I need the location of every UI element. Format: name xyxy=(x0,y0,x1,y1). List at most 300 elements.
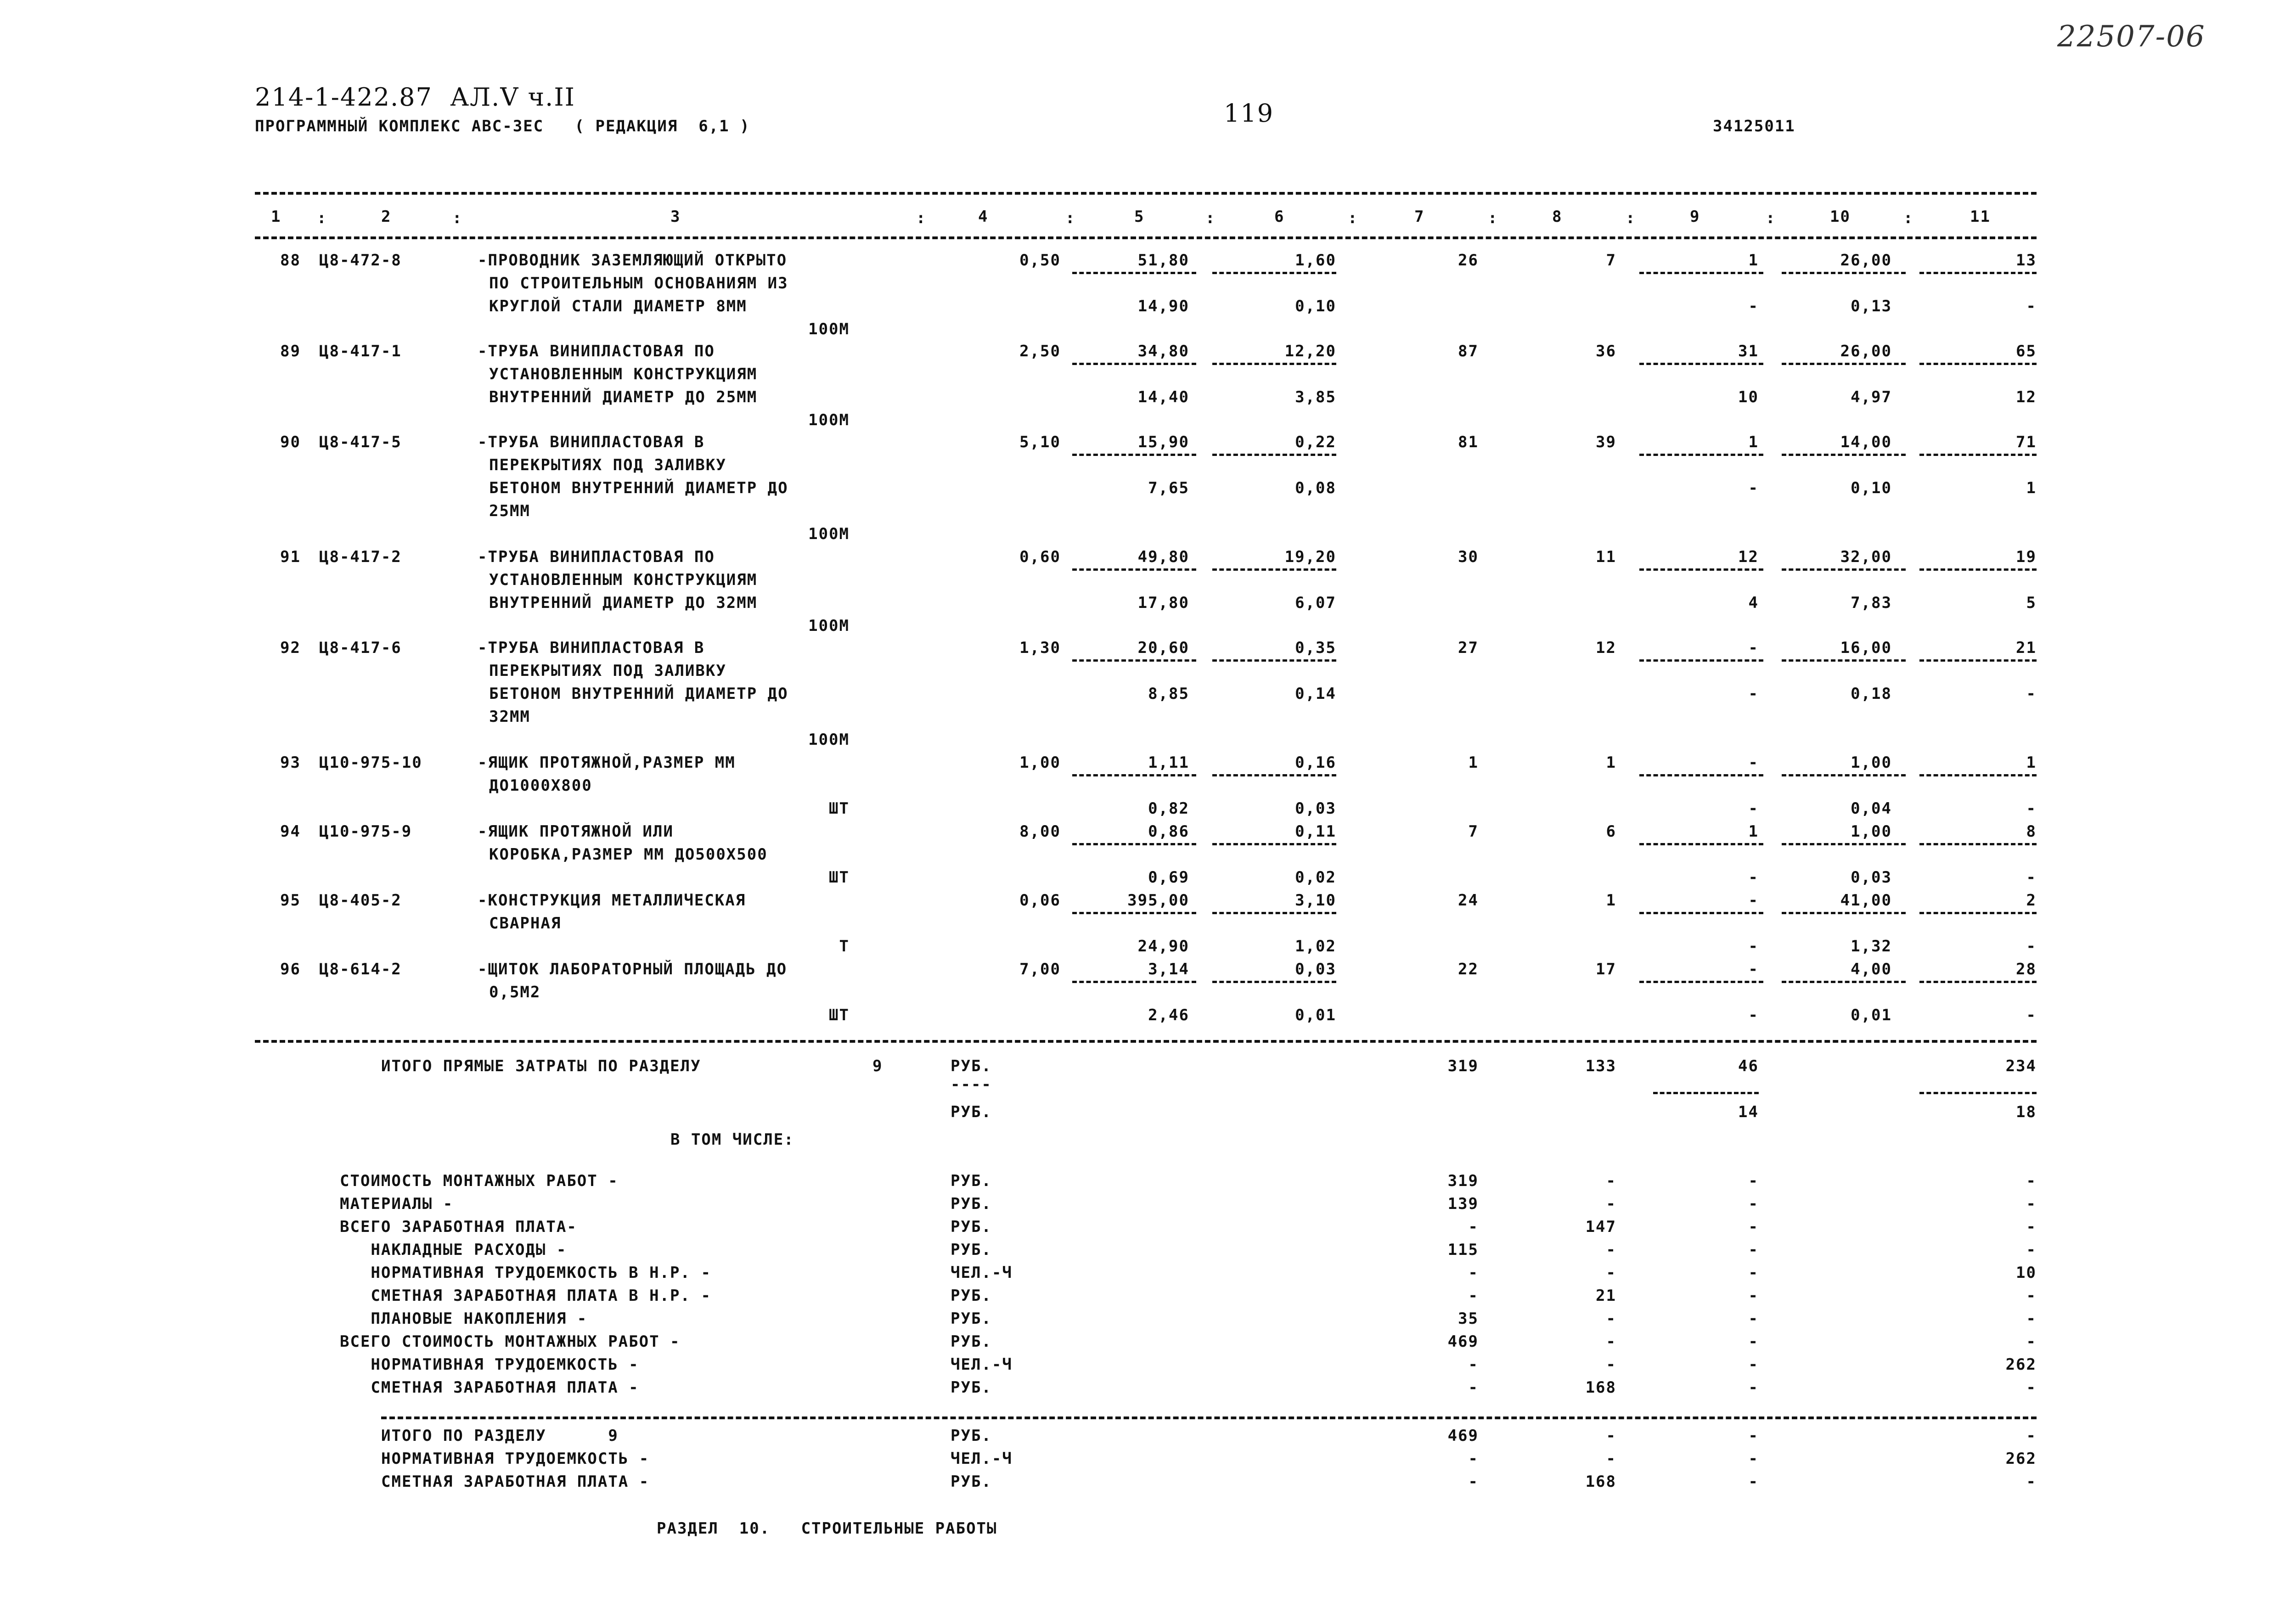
row-description-line: ВНУТРЕННИЙ ДИАМЕТР ДО 25ММ xyxy=(489,388,758,406)
row-c6-sub: 6,07 xyxy=(1295,594,1336,612)
summary-c11: - xyxy=(2026,1287,2037,1305)
row-c10-value: 16,00 xyxy=(1840,639,1892,657)
summary-c7: 469 xyxy=(1447,1332,1479,1351)
summary-c7: 319 xyxy=(1447,1172,1479,1190)
summary-c11: - xyxy=(2026,1332,2037,1351)
row-c11-sub: - xyxy=(2026,685,2037,703)
section-total-label: СМЕТНАЯ ЗАРАБОТНАЯ ПЛАТА - xyxy=(381,1473,650,1491)
section-total-c9: - xyxy=(1748,1450,1759,1468)
row-c5-sub: 0,82 xyxy=(1148,799,1189,818)
row-c10-sub: 4,97 xyxy=(1851,388,1892,406)
row-c9-value: 12 xyxy=(1738,548,1759,566)
row-c8: 17 xyxy=(1596,960,1616,978)
page-number: 119 xyxy=(1224,99,1274,128)
totals-section: 9 xyxy=(872,1057,883,1075)
totals-unit-2: РУБ. xyxy=(951,1103,992,1121)
row-description-line: -ТРУБА ВИНИПЛАСТОВАЯ В xyxy=(478,433,705,451)
totals-c11b: 18 xyxy=(2016,1103,2037,1121)
row-c9-value: 31 xyxy=(1738,342,1759,360)
row-c11-value: 8 xyxy=(2026,822,2037,841)
column-separator: : xyxy=(1488,209,1498,227)
row-unit: ШТ xyxy=(829,799,850,818)
row-c6-sub: 0,03 xyxy=(1295,799,1336,818)
row-c4: 0,06 xyxy=(1019,891,1061,910)
summary-c7: - xyxy=(1468,1378,1479,1397)
row-c10-sub: 1,32 xyxy=(1851,937,1892,956)
table-header-rule xyxy=(255,236,2037,239)
row-c9-sub: - xyxy=(1748,479,1759,497)
column-separator: : xyxy=(1903,209,1914,227)
summary-unit: РУБ. xyxy=(951,1195,992,1213)
row-c5-rule xyxy=(1072,659,1196,662)
row-c9-sub: 10 xyxy=(1738,388,1759,406)
row-c5-value: 3,14 xyxy=(1148,960,1189,978)
row-c5-sub: 8,85 xyxy=(1148,685,1189,703)
section-total-label: ИТОГО ПО РАЗДЕЛУ 9 xyxy=(381,1427,619,1445)
row-description-line: ПЕРЕКРЫТИЯХ ПОД ЗАЛИВКУ xyxy=(489,456,726,474)
row-c6-rule xyxy=(1212,568,1336,571)
summary-c9: - xyxy=(1748,1241,1759,1259)
row-c5-value: 49,80 xyxy=(1137,548,1189,566)
column-separator: : xyxy=(452,209,463,227)
row-c4: 0,60 xyxy=(1019,548,1061,566)
row-description-line: 32ММ xyxy=(489,708,530,726)
row-c5-rule xyxy=(1072,568,1196,571)
row-c9-rule xyxy=(1639,568,1763,571)
row-c5-rule xyxy=(1072,981,1196,983)
row-unit: Т xyxy=(839,937,850,956)
row-c5-rule xyxy=(1072,363,1196,365)
row-c6-value: 19,20 xyxy=(1284,548,1336,566)
row-c11-value: 28 xyxy=(2016,960,2037,978)
row-c4: 1,00 xyxy=(1019,753,1061,772)
row-c7: 27 xyxy=(1458,639,1479,657)
row-c9-value: 1 xyxy=(1748,822,1759,841)
summary-unit: РУБ. xyxy=(951,1332,992,1351)
column-separator: : xyxy=(1205,209,1216,227)
summary-c8: - xyxy=(1606,1310,1616,1328)
summary-c8: - xyxy=(1606,1241,1616,1259)
section-total-rule xyxy=(381,1417,2037,1419)
row-code: Ц8-417-6 xyxy=(319,639,402,657)
row-c7: 87 xyxy=(1458,342,1479,360)
row-c9-rule xyxy=(1639,363,1763,365)
next-section-heading: РАЗДЕЛ 10. СТРОИТЕЛЬНЫЕ РАБОТЫ xyxy=(657,1519,997,1538)
row-c11-rule xyxy=(1919,912,2037,914)
row-code: Ц8-417-2 xyxy=(319,548,402,566)
row-description-line: УСТАНОВЛЕННЫМ КОНСТРУКЦИЯМ xyxy=(489,571,758,589)
row-c6-rule xyxy=(1212,272,1336,274)
summary-c8: - xyxy=(1606,1355,1616,1374)
summary-unit: РУБ. xyxy=(951,1287,992,1305)
row-c5-rule xyxy=(1072,272,1196,274)
section-total-unit: РУБ. xyxy=(951,1427,992,1445)
row-c4: 5,10 xyxy=(1019,433,1061,451)
row-description-line: -ПРОВОДНИК ЗАЗЕМЛЯЮЩИЙ ОТКРЫТО xyxy=(478,251,788,270)
summary-unit: РУБ. xyxy=(951,1172,992,1190)
summary-c9: - xyxy=(1748,1195,1759,1213)
row-c7: 24 xyxy=(1458,891,1479,910)
summary-c8: - xyxy=(1606,1264,1616,1282)
row-c11-sub: - xyxy=(2026,297,2037,315)
summary-label: НАКЛАДНЫЕ РАСХОДЫ - xyxy=(340,1241,567,1259)
row-c4: 0,50 xyxy=(1019,251,1061,270)
row-c8: 6 xyxy=(1606,822,1616,841)
row-c5-value: 395,00 xyxy=(1127,891,1189,910)
row-c6-sub: 0,08 xyxy=(1295,479,1336,497)
summary-c11: - xyxy=(2026,1195,2037,1213)
row-c10-value: 26,00 xyxy=(1840,342,1892,360)
row-c10-value: 26,00 xyxy=(1840,251,1892,270)
row-c5-rule xyxy=(1072,774,1196,776)
row-c9-sub: - xyxy=(1748,799,1759,818)
totals-dashes: ---- xyxy=(951,1075,992,1094)
row-c5-rule xyxy=(1072,454,1196,456)
row-description-line: -КОНСТРУКЦИЯ МЕТАЛЛИЧЕСКАЯ xyxy=(478,891,746,910)
row-c5-sub: 0,69 xyxy=(1148,868,1189,887)
row-unit: 100М xyxy=(808,320,850,338)
row-c10-rule xyxy=(1782,454,1906,456)
row-c10-sub: 0,13 xyxy=(1851,297,1892,315)
row-c11-value: 65 xyxy=(2016,342,2037,360)
row-c10-rule xyxy=(1782,843,1906,845)
section-total-label: НОРМАТИВНАЯ ТРУДОЕМКОСТЬ - xyxy=(381,1450,650,1468)
row-description-line: ДО1000Х800 xyxy=(489,776,592,795)
row-c8: 39 xyxy=(1596,433,1616,451)
row-c6-value: 12,20 xyxy=(1284,342,1336,360)
row-c11-rule xyxy=(1919,659,2037,662)
totals-c9-rule xyxy=(1653,1092,1759,1094)
summary-unit: ЧЕЛ.-Ч xyxy=(951,1264,1013,1282)
summary-c8: 147 xyxy=(1585,1218,1616,1236)
summary-c9: - xyxy=(1748,1264,1759,1282)
row-c9-sub: - xyxy=(1748,685,1759,703)
row-c5-value: 15,90 xyxy=(1137,433,1189,451)
column-header-11: 11 xyxy=(1970,208,1991,226)
row-unit: 100М xyxy=(808,525,850,543)
summary-unit: РУБ. xyxy=(951,1218,992,1236)
table-top-rule xyxy=(255,192,2037,195)
summary-label: НОРМАТИВНАЯ ТРУДОЕМКОСТЬ - xyxy=(340,1355,639,1374)
row-c6-rule xyxy=(1212,454,1336,456)
row-c9-rule xyxy=(1639,454,1763,456)
row-c9-sub: - xyxy=(1748,868,1759,887)
row-description-line: ПЕРЕКРЫТИЯХ ПОД ЗАЛИВКУ xyxy=(489,662,726,680)
summary-c8: - xyxy=(1606,1195,1616,1213)
section-total-unit: ЧЕЛ.-Ч xyxy=(951,1450,1013,1468)
column-header-3: 3 xyxy=(670,208,681,226)
row-description-line: БЕТОНОМ ВНУТРЕННИЙ ДИАМЕТР ДО xyxy=(489,685,788,703)
row-code: Ц8-417-5 xyxy=(319,433,402,451)
row-c8: 11 xyxy=(1596,548,1616,566)
row-c6-sub: 3,85 xyxy=(1295,388,1336,406)
row-number: 91 xyxy=(280,548,301,566)
row-unit: 100М xyxy=(808,617,850,635)
row-c9-value: - xyxy=(1748,639,1759,657)
row-description-line: -ТРУБА ВИНИПЛАСТОВАЯ В xyxy=(478,639,705,657)
row-description-line: -ТРУБА ВИНИПЛАСТОВАЯ ПО xyxy=(478,548,715,566)
row-description-line: КРУГЛОЙ СТАЛИ ДИАМЕТР 8ММ xyxy=(489,297,747,315)
summary-c9: - xyxy=(1748,1287,1759,1305)
row-number: 94 xyxy=(280,822,301,841)
column-header-8: 8 xyxy=(1552,208,1563,226)
summary-c7: - xyxy=(1468,1355,1479,1374)
row-c6-value: 1,60 xyxy=(1295,251,1336,270)
summary-c9: - xyxy=(1748,1378,1759,1397)
summary-c11: - xyxy=(2026,1218,2037,1236)
row-c4: 1,30 xyxy=(1019,639,1061,657)
column-header-5: 5 xyxy=(1134,208,1145,226)
row-c6-sub: 0,10 xyxy=(1295,297,1336,315)
row-description-line: 25ММ xyxy=(489,502,530,520)
row-c5-rule xyxy=(1072,843,1196,845)
summary-c7: 115 xyxy=(1447,1241,1479,1259)
row-c7: 81 xyxy=(1458,433,1479,451)
column-separator: : xyxy=(1766,209,1776,227)
doc-number: 34125011 xyxy=(1713,117,1795,135)
row-c11-value: 21 xyxy=(2016,639,2037,657)
summary-c11: - xyxy=(2026,1172,2037,1190)
row-c11-rule xyxy=(1919,272,2037,274)
row-c9-sub: - xyxy=(1748,937,1759,956)
column-header-2: 2 xyxy=(381,208,392,226)
row-c10-sub: 7,83 xyxy=(1851,594,1892,612)
row-code: Ц8-614-2 xyxy=(319,960,402,978)
row-c9-value: - xyxy=(1748,891,1759,910)
row-c8: 36 xyxy=(1596,342,1616,360)
row-code: Ц8-405-2 xyxy=(319,891,402,910)
summary-c7: - xyxy=(1468,1264,1479,1282)
row-c6-sub: 0,14 xyxy=(1295,685,1336,703)
row-c5-sub: 24,90 xyxy=(1137,937,1189,956)
row-c10-value: 41,00 xyxy=(1840,891,1892,910)
row-code: Ц8-417-1 xyxy=(319,342,402,360)
section-total-c11: - xyxy=(2026,1427,2037,1445)
summary-c11: - xyxy=(2026,1310,2037,1328)
row-c10-sub: 0,03 xyxy=(1851,868,1892,887)
row-c6-sub: 1,02 xyxy=(1295,937,1336,956)
row-c11-value: 19 xyxy=(2016,548,2037,566)
row-description-line: КОРОБКА,РАЗМЕР ММ ДО500Х500 xyxy=(489,845,768,864)
totals-unit: РУБ. xyxy=(951,1057,992,1075)
section-total-unit: РУБ. xyxy=(951,1473,992,1491)
row-c11-value: 71 xyxy=(2016,433,2037,451)
row-c8: 7 xyxy=(1606,251,1616,270)
row-description-line: -ТРУБА ВИНИПЛАСТОВАЯ ПО xyxy=(478,342,715,360)
row-c5-sub: 14,40 xyxy=(1137,388,1189,406)
summary-unit: РУБ. xyxy=(951,1310,992,1328)
summary-label: СТОИМОСТЬ МОНТАЖНЫХ РАБОТ - xyxy=(340,1172,619,1190)
row-c9-sub: 4 xyxy=(1748,594,1759,612)
column-separator: : xyxy=(1348,209,1358,227)
summary-c8: 168 xyxy=(1585,1378,1616,1397)
row-number: 95 xyxy=(280,891,301,910)
row-c11-rule xyxy=(1919,568,2037,571)
row-number: 89 xyxy=(280,342,301,360)
row-c6-rule xyxy=(1212,912,1336,914)
row-c6-value: 0,16 xyxy=(1295,753,1336,772)
row-code: Ц10-975-10 xyxy=(319,753,422,772)
summary-c9: - xyxy=(1748,1332,1759,1351)
row-c6-sub: 0,01 xyxy=(1295,1006,1336,1024)
row-c5-sub: 7,65 xyxy=(1148,479,1189,497)
row-c10-sub: 0,01 xyxy=(1851,1006,1892,1024)
section-total-c11: 262 xyxy=(2005,1450,2037,1468)
row-c6-sub: 0,02 xyxy=(1295,868,1336,887)
row-c9-value: 1 xyxy=(1748,433,1759,451)
totals-rule xyxy=(255,1040,2037,1043)
row-c11-rule xyxy=(1919,774,2037,776)
row-c11-rule xyxy=(1919,981,2037,983)
row-unit: 100М xyxy=(808,731,850,749)
row-description-line: -ЯЩИК ПРОТЯЖНОЙ,РАЗМЕР ММ xyxy=(478,753,736,772)
row-unit: 100М xyxy=(808,411,850,429)
summary-c9: - xyxy=(1748,1355,1759,1374)
row-c10-value: 32,00 xyxy=(1840,548,1892,566)
row-c9-sub: - xyxy=(1748,1006,1759,1024)
summary-label: ВСЕГО ЗАРАБОТНАЯ ПЛАТА- xyxy=(340,1218,577,1236)
summary-c8: 21 xyxy=(1596,1287,1616,1305)
row-c6-value: 0,11 xyxy=(1295,822,1336,841)
row-c11-value: 2 xyxy=(2026,891,2037,910)
row-description-line: ПО СТРОИТЕЛЬНЫМ ОСНОВАНИЯМ ИЗ xyxy=(489,274,788,292)
row-c10-rule xyxy=(1782,774,1906,776)
section-total-c11: - xyxy=(2026,1473,2037,1491)
program-title: ПРОГРАММНЫЙ КОМПЛЕКС АВС-3ЕС ( РЕДАКЦИЯ 6,1 ) xyxy=(255,117,750,135)
row-c6-value: 0,22 xyxy=(1295,433,1336,451)
row-description-line: 0,5М2 xyxy=(489,983,541,1001)
totals-c8: 133 xyxy=(1585,1057,1616,1075)
corner-code: 22507-06 xyxy=(2057,20,2206,54)
row-c6-value: 0,03 xyxy=(1295,960,1336,978)
including-label: В ТОМ ЧИСЛЕ: xyxy=(670,1130,794,1149)
row-c4: 8,00 xyxy=(1019,822,1061,841)
summary-c7: - xyxy=(1468,1287,1479,1305)
section-total-c8: - xyxy=(1606,1427,1616,1445)
totals-c11a: 234 xyxy=(2005,1057,2037,1075)
row-c10-rule xyxy=(1782,981,1906,983)
summary-c11: - xyxy=(2026,1378,2037,1397)
summary-c9: - xyxy=(1748,1172,1759,1190)
row-description-line: -ЩИТОК ЛАБОРАТОРНЫЙ ПЛОЩАДЬ ДО xyxy=(478,960,788,978)
row-c6-rule xyxy=(1212,774,1336,776)
row-c9-value: - xyxy=(1748,960,1759,978)
summary-c11: 10 xyxy=(2016,1264,2037,1282)
row-c10-rule xyxy=(1782,659,1906,662)
row-c10-value: 1,00 xyxy=(1851,822,1892,841)
row-c7: 1 xyxy=(1468,753,1479,772)
section-total-c7: 469 xyxy=(1447,1427,1479,1445)
summary-c9: - xyxy=(1748,1218,1759,1236)
row-c8: 12 xyxy=(1596,639,1616,657)
totals-c9b: 14 xyxy=(1738,1103,1759,1121)
row-number: 88 xyxy=(280,251,301,270)
column-header-7: 7 xyxy=(1414,208,1425,226)
column-header-10: 10 xyxy=(1830,208,1851,226)
row-c11-rule xyxy=(1919,454,2037,456)
row-c7: 30 xyxy=(1458,548,1479,566)
row-c10-rule xyxy=(1782,568,1906,571)
summary-c8: - xyxy=(1606,1332,1616,1351)
row-c5-value: 20,60 xyxy=(1137,639,1189,657)
row-c5-sub: 14,90 xyxy=(1137,297,1189,315)
row-c10-rule xyxy=(1782,272,1906,274)
row-c10-value: 1,00 xyxy=(1851,753,1892,772)
summary-c7: 35 xyxy=(1458,1310,1479,1328)
row-number: 90 xyxy=(280,433,301,451)
summary-label: СМЕТНАЯ ЗАРАБОТНАЯ ПЛАТА - xyxy=(340,1378,639,1397)
doc-code: 214-1-422.87 АЛ.V ч.II xyxy=(255,83,576,112)
row-c5-value: 51,80 xyxy=(1137,251,1189,270)
row-unit: ШТ xyxy=(829,868,850,887)
row-c5-value: 0,86 xyxy=(1148,822,1189,841)
row-c6-rule xyxy=(1212,981,1336,983)
row-code: Ц8-472-8 xyxy=(319,251,402,270)
row-c11-sub: 1 xyxy=(2026,479,2037,497)
column-separator: : xyxy=(916,209,927,227)
row-c11-sub: - xyxy=(2026,1006,2037,1024)
row-c10-rule xyxy=(1782,912,1906,914)
row-c5-sub: 17,80 xyxy=(1137,594,1189,612)
column-separator: : xyxy=(1626,209,1636,227)
section-total-c9: - xyxy=(1748,1473,1759,1491)
row-c10-value: 4,00 xyxy=(1851,960,1892,978)
row-c10-value: 14,00 xyxy=(1840,433,1892,451)
summary-label: ПЛАНОВЫЕ НАКОПЛЕНИЯ - xyxy=(340,1310,588,1328)
totals-c11-rule xyxy=(1919,1092,2037,1094)
summary-c11: - xyxy=(2026,1241,2037,1259)
row-description-line: БЕТОНОМ ВНУТРЕННИЙ ДИАМЕТР ДО xyxy=(489,479,788,497)
summary-label: МАТЕРИАЛЫ - xyxy=(340,1195,454,1213)
row-c9-sub: - xyxy=(1748,297,1759,315)
totals-c9a: 46 xyxy=(1738,1057,1759,1075)
summary-unit: ЧЕЛ.-Ч xyxy=(951,1355,1013,1374)
row-c9-rule xyxy=(1639,843,1763,845)
totals-c7: 319 xyxy=(1447,1057,1479,1075)
row-c11-sub: 5 xyxy=(2026,594,2037,612)
row-c5-sub: 2,46 xyxy=(1148,1006,1189,1024)
row-code: Ц10-975-9 xyxy=(319,822,412,841)
summary-label: ВСЕГО СТОИМОСТЬ МОНТАЖНЫХ РАБОТ - xyxy=(340,1332,681,1351)
column-header-4: 4 xyxy=(978,208,989,226)
row-description-line: -ЯЩИК ПРОТЯЖНОЙ ИЛИ xyxy=(478,822,674,841)
row-c11-sub: - xyxy=(2026,937,2037,956)
row-description-line: СВАРНАЯ xyxy=(489,914,562,933)
row-c11-sub: - xyxy=(2026,868,2037,887)
column-header-9: 9 xyxy=(1690,208,1700,226)
column-header-6: 6 xyxy=(1274,208,1285,226)
summary-c9: - xyxy=(1748,1310,1759,1328)
row-number: 92 xyxy=(280,639,301,657)
row-c9-value: - xyxy=(1748,753,1759,772)
summary-c7: 139 xyxy=(1447,1195,1479,1213)
row-c9-rule xyxy=(1639,912,1763,914)
row-c11-sub: - xyxy=(2026,799,2037,818)
row-c7: 7 xyxy=(1468,822,1479,841)
row-c10-sub: 0,18 xyxy=(1851,685,1892,703)
row-c11-rule xyxy=(1919,363,2037,365)
row-c7: 26 xyxy=(1458,251,1479,270)
section-total-c7: - xyxy=(1468,1450,1479,1468)
summary-label: НОРМАТИВНАЯ ТРУДОЕМКОСТЬ В Н.Р. - xyxy=(340,1264,711,1282)
row-c11-value: 1 xyxy=(2026,753,2037,772)
row-c10-sub: 0,10 xyxy=(1851,479,1892,497)
row-c9-rule xyxy=(1639,659,1763,662)
row-c4: 7,00 xyxy=(1019,960,1061,978)
row-c9-rule xyxy=(1639,774,1763,776)
row-c6-rule xyxy=(1212,843,1336,845)
column-separator: : xyxy=(317,209,327,227)
